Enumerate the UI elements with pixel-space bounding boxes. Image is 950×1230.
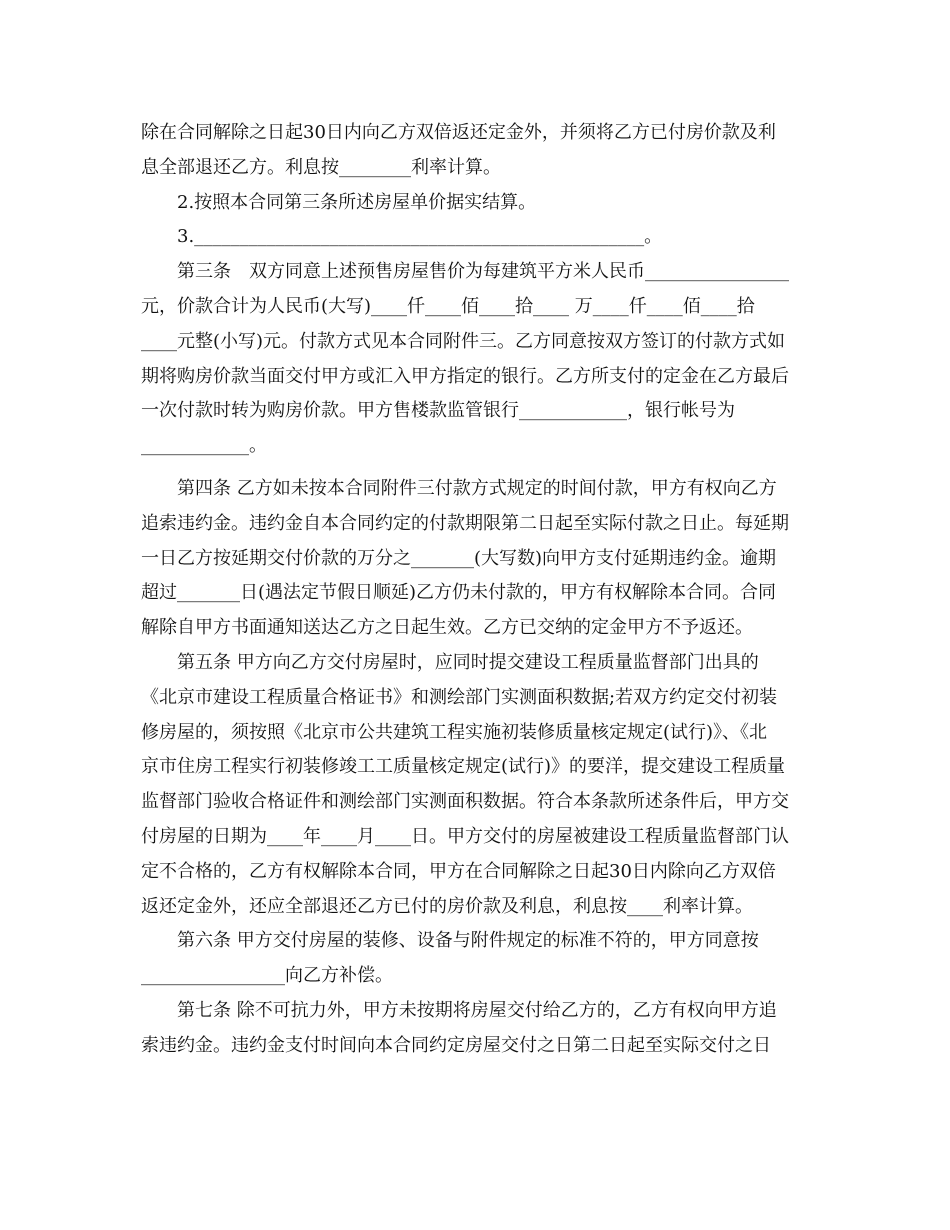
text-line: 元，价款合计为人民币(大写)____仟____佰____拾____ 万____仟____佰____拾 xyxy=(141,295,755,317)
text-line: 付房屋的日期为____年____月____日。甲方交付的房屋被建设工程质量监督部门认 xyxy=(141,825,789,847)
text-line: 除在合同解除之日起30日内向乙方双倍返还定金外，并须将乙方已付房价款及利 xyxy=(141,122,776,143)
text-line: 《北京市建设工程质量合格证书》和测绘部门实测面积数据;若双方约定交付初装 xyxy=(141,686,778,708)
text-line: ____元整(小写)元。付款方式见本合同附件三。乙方同意按双方签订的付款方式如 xyxy=(141,330,786,352)
text-line: 一日乙方按延期交付价款的万分之_______(大写数)向甲方支付延期违约金。逾期 xyxy=(141,547,777,569)
text-line: 解除自甲方书面通知送达乙方之日起生效。乙方已交纳的定金甲方不予返还。 xyxy=(141,617,753,639)
text-line: 2.按照本合同第三条所述房屋单价据实结算。 xyxy=(177,191,537,213)
text-line: 一次付款时转为购房价款。甲方售楼款监管银行____________，银行帐号为 xyxy=(141,400,735,422)
text-line: 追索违约金。违约金自本合同约定的付款期限第二日起至实际付款之日止。每延期 xyxy=(141,512,789,534)
article-4-heading-line: 第四条 乙方如未按本合同附件三付款方式规定的时间付款，甲方有权向乙方 xyxy=(177,477,777,499)
article-7-heading-line: 第七条 除不可抗力外，甲方未按期将房屋交付给乙方的，乙方有权向甲方追 xyxy=(177,999,777,1021)
text-line: 超过_______日(遇法定节假日顺延)乙方仍未付款的，甲方有权解除本合同。合同 xyxy=(141,582,777,604)
article-6-heading-line: 第六条 甲方交付房屋的装修、设备与附件规定的标准不符的，甲方同意按 xyxy=(177,930,759,952)
text-line: 京市住房工程实行初装修竣工工质量核定规定(试行)》的要洋，提交建设工程质量 xyxy=(141,756,786,778)
text-line: ____________。 xyxy=(141,435,267,457)
text-line: 索违约金。违约金支付时间向本合同约定房屋交付之日第二日起至实际交付之日 xyxy=(141,1034,771,1056)
text-line: 期将购房价款当面交付甲方或汇入甲方指定的银行。乙方所支付的定金在乙方最后 xyxy=(141,365,789,387)
contract-text xyxy=(141,116,821,1064)
text-line: 修房屋的，须按照《北京市公共建筑工程实施初装修质量核定规定(试行)》、《北 xyxy=(141,721,768,743)
text-line: ________________向乙方补偿。 xyxy=(141,965,393,987)
text-line: 息全部退还乙方。利息按________利率计算。 xyxy=(141,156,501,178)
text-line: 监督部门验收合格证件和测绘部门实测面积数据。符合本条款所述条件后，甲方交 xyxy=(141,791,789,813)
text-line: 3.__________________________________________________。 xyxy=(177,226,663,248)
text-line: 定不合格的，乙方有权解除本合同，甲方在合同解除之日起30日内除向乙方双倍 xyxy=(141,860,776,882)
article-5-heading-line: 第五条 甲方向乙方交付房屋时，应同时提交建设工程质量监督部门出具的 xyxy=(177,651,759,673)
article-3-heading-line: 第三条 双方同意上述预售房屋售价为每建筑平方米人民币________________ xyxy=(177,261,789,283)
text-line: 返还定金外，还应全部退还乙方已付的房价款及利息，利息按____利率计算。 xyxy=(141,895,753,917)
